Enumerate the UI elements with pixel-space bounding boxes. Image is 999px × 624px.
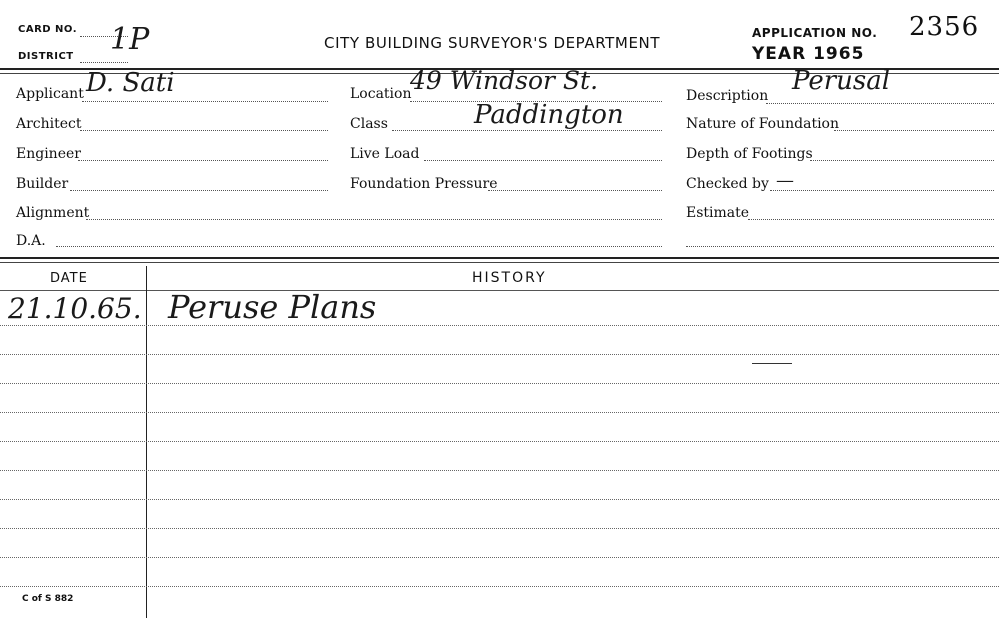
applicant-line (82, 101, 328, 102)
depth-of-footings-line (810, 160, 994, 161)
estimate-line (748, 219, 994, 220)
nature-of-foundation-label: Nature of Foundation (686, 116, 839, 132)
engineer-label: Engineer (16, 146, 81, 162)
architect-line (80, 130, 328, 131)
location-value-line1: 49 Windsor St. (410, 66, 599, 95)
checked-by-line (770, 190, 994, 191)
checked-by-label: Checked by (686, 176, 769, 192)
department-title: CITY BUILDING SURVEYOR'S DEPARTMENT (324, 34, 661, 52)
applicant-value: D. Sati (86, 68, 175, 98)
year-label: YEAR (752, 44, 807, 64)
pen-mark (752, 363, 792, 364)
class-label: Class (350, 116, 388, 132)
date-history-divider (146, 266, 147, 618)
history-row-line (0, 470, 999, 471)
year-value: 1965 (813, 44, 865, 64)
district-label: DISTRICT (18, 51, 74, 62)
district-value: 1P (110, 22, 150, 57)
engineer-line (78, 160, 328, 161)
history-row-line (0, 441, 999, 442)
card-no-label: CARD NO. (18, 24, 78, 35)
history-row-line (0, 528, 999, 529)
date-column-header: DATE (50, 271, 88, 286)
checked-by-value: — (776, 170, 794, 191)
class-line (392, 130, 662, 131)
history-row-line (0, 499, 999, 500)
history-entry-date: 21.10.65. (8, 292, 142, 325)
history-rule-top (0, 257, 999, 259)
estimate-extra-line (686, 246, 994, 247)
history-row-line (0, 383, 999, 384)
live-load-label: Live Load (350, 146, 420, 162)
da-line (56, 246, 662, 247)
live-load-line (424, 160, 662, 161)
builder-line (70, 190, 328, 191)
alignment-label: Alignment (16, 205, 90, 221)
depth-of-footings-label: Depth of Footings (686, 146, 813, 162)
description-label: Description (686, 88, 769, 104)
estimate-label: Estimate (686, 205, 750, 221)
history-header-rule (0, 290, 999, 291)
foundation-pressure-line (488, 190, 662, 191)
year-block (752, 44, 864, 64)
history-column-header: HISTORY (472, 270, 547, 286)
history-row-line (0, 557, 999, 558)
nature-of-foundation-line (834, 130, 994, 131)
history-row-line (0, 586, 999, 587)
form-code: C of S 882 (22, 594, 74, 604)
location-value-line2: Paddington (474, 100, 624, 130)
application-no-label: APPLICATION NO. (752, 26, 878, 40)
history-rule-bottom (0, 262, 999, 263)
foundation-pressure-label: Foundation Pressure (350, 176, 498, 192)
history-entry-text: Peruse Plans (168, 288, 377, 326)
application-no-value: 2356 (909, 12, 980, 42)
location-label: Location (350, 86, 412, 102)
alignment-line (86, 219, 662, 220)
description-value: Perusal (792, 66, 891, 96)
architect-label: Architect (16, 116, 82, 132)
description-line (766, 103, 994, 104)
district-line (80, 62, 128, 63)
da-label: D.A. (16, 233, 46, 249)
builder-label: Builder (16, 176, 69, 192)
history-row-line (0, 412, 999, 413)
history-row-line (0, 354, 999, 355)
history-row-line (0, 325, 999, 326)
applicant-label: Applicant (16, 86, 84, 102)
